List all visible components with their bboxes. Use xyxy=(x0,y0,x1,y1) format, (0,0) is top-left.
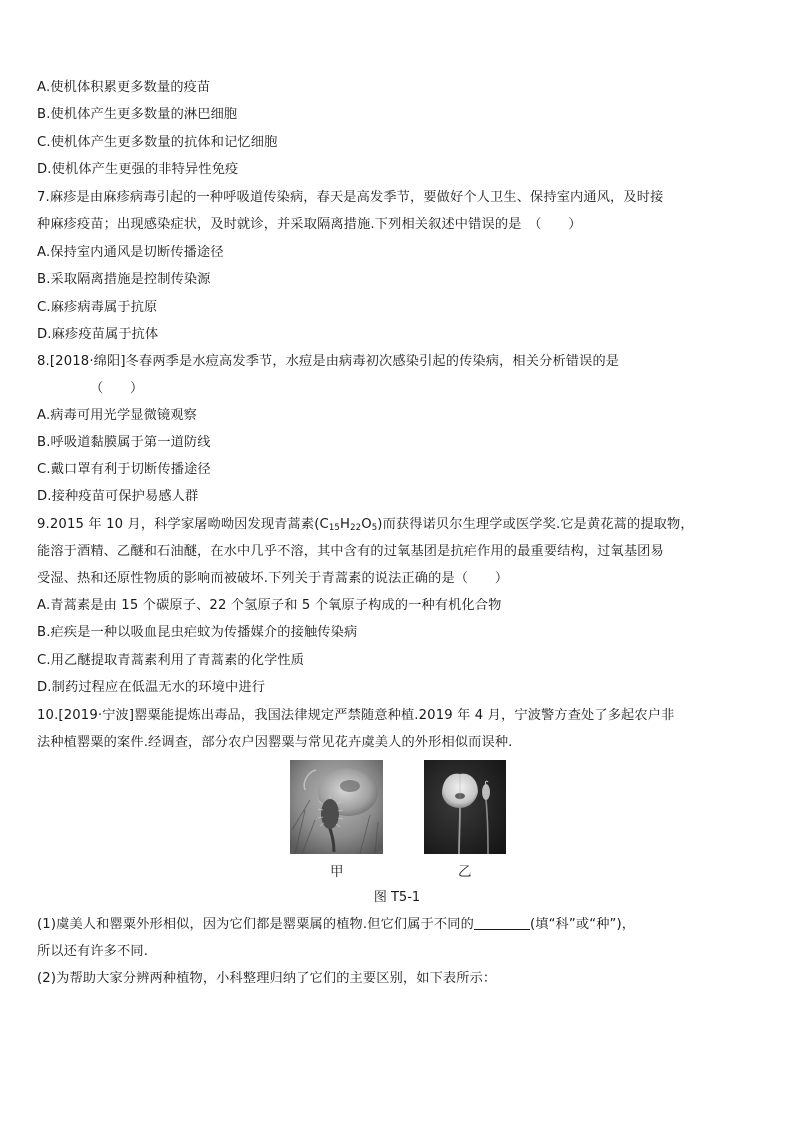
q9-stem-text-end: )而获得诺贝尔生理学或医学奖.它是黄花蒿的提取物， xyxy=(377,517,694,532)
q9-option-c: C.用乙醚提取青蒿素利用了青蒿素的化学性质 xyxy=(37,653,305,668)
q6-option-b: B.使机体产生更多数量的淋巴细胞 xyxy=(37,107,238,122)
q6-option-c: C.使机体产生更多数量的抗体和记忆细胞 xyxy=(37,135,278,150)
q6-option-a: A.使机体积累更多数量的疫苗 xyxy=(37,80,211,95)
q10-sub1-text-end: (填“科”或“种”)， xyxy=(529,917,636,932)
q9-stem-line-1 xyxy=(37,515,759,538)
q10-sub2: (2)为帮助大家分辨两种植物，小科整理归纳了它们的主要区别，如下表所示： xyxy=(37,971,497,986)
q10-sub1-line-1 xyxy=(37,915,759,935)
q9-option-d: D.制药过程应在低温无水的环境中进行 xyxy=(37,680,266,695)
q10-stem-line-2: 法种植罂粟的案件.经调查，部分农户因罂粟与常见花卉虞美人的外形相似而误种. xyxy=(37,735,513,750)
photo-poppy-bud xyxy=(290,760,383,854)
formula-subscript-o: 5 xyxy=(371,523,378,533)
q9-option-a: A.青蒿素是由 15 个碳原子、22 个氢原子和 5 个氧原子构成的一种有机化合物 xyxy=(37,598,502,613)
photo-corn-poppy xyxy=(424,760,506,854)
q7-stem-line-1: 7.麻疹是由麻疹病毒引起的一种呼吸道传染病，春天是高发季节，要做好个人卫生、保持室内通风，及时接 xyxy=(37,190,664,205)
q6-option-d: D.使机体产生更强的非特异性免疫 xyxy=(37,162,239,177)
formula-o: O xyxy=(361,517,372,532)
q8-option-a: A.病毒可用光学显微镜观察 xyxy=(37,408,197,423)
formula-subscript-c: 15 xyxy=(328,523,340,533)
q9-stem-text: 9.2015 年 10 月，科学家屠呦呦因发现青蒿素(C xyxy=(37,517,329,532)
q7-stem-line-2: 种麻疹疫苗；出现感染症状，及时就诊，并采取隔离措施.下列相关叙述中错误的是 （ ） xyxy=(37,217,582,232)
q8-option-b: B.呼吸道黏膜属于第一道防线 xyxy=(37,435,211,450)
q9-option-b: B.疟疾是一种以吸血昆虫疟蚊为传播媒介的接触传染病 xyxy=(37,625,358,640)
q9-stem-line-3: 受湿、热和还原性物质的影响而被破坏.下列关于青蒿素的说法正确的是（ ） xyxy=(37,571,509,586)
figure-caption: 图 T5-1 xyxy=(373,890,421,905)
answer-blank xyxy=(474,916,530,930)
q7-option-b: B.采取隔离措施是控制传染源 xyxy=(37,272,211,287)
q10-sub1-line-2: 所以还有许多不同. xyxy=(37,944,149,959)
q8-answer-bracket: （ ） xyxy=(90,381,144,396)
poppy-bud-image xyxy=(290,760,383,854)
photo-label-jia: 甲 xyxy=(330,864,344,880)
q9-stem-line-2: 能溶于酒精、乙醚和石油醚，在水中几乎不溶，其中含有的过氧基团是抗疟作用的最重要结构，过氧基团易 xyxy=(37,544,664,559)
formula-subscript-h: 22 xyxy=(350,523,362,533)
corn-poppy-image xyxy=(424,760,506,854)
photo-label-yi: 乙 xyxy=(458,864,472,880)
q8-option-d: D.接种疫苗可保护易感人群 xyxy=(37,489,199,504)
q8-option-c: C.戴口罩有利于切断传播途径 xyxy=(37,462,211,477)
q10-stem-line-1: 10.[2019·宁波]罂粟能提炼出毒品，我国法律规定严禁随意种植.2019 年 4 月，宁波警方查处了多起农户非 xyxy=(37,708,675,723)
q7-option-d: D.麻疹疫苗属于抗体 xyxy=(37,327,159,342)
q10-sub1-text: (1)虞美人和罂粟外形相似，因为它们都是罂粟属的植物.但它们属于不同的 xyxy=(37,917,474,932)
q7-option-c: C.麻疹病毒属于抗原 xyxy=(37,300,158,315)
formula-h: H xyxy=(340,517,351,532)
q8-stem-line-1: 8.[2018·绵阳]冬春两季是水痘高发季节，水痘是由病毒初次感染引起的传染病，相关分析错误的是 xyxy=(37,354,620,369)
q7-option-a: A.保持室内通风是切断传播途径 xyxy=(37,245,224,260)
